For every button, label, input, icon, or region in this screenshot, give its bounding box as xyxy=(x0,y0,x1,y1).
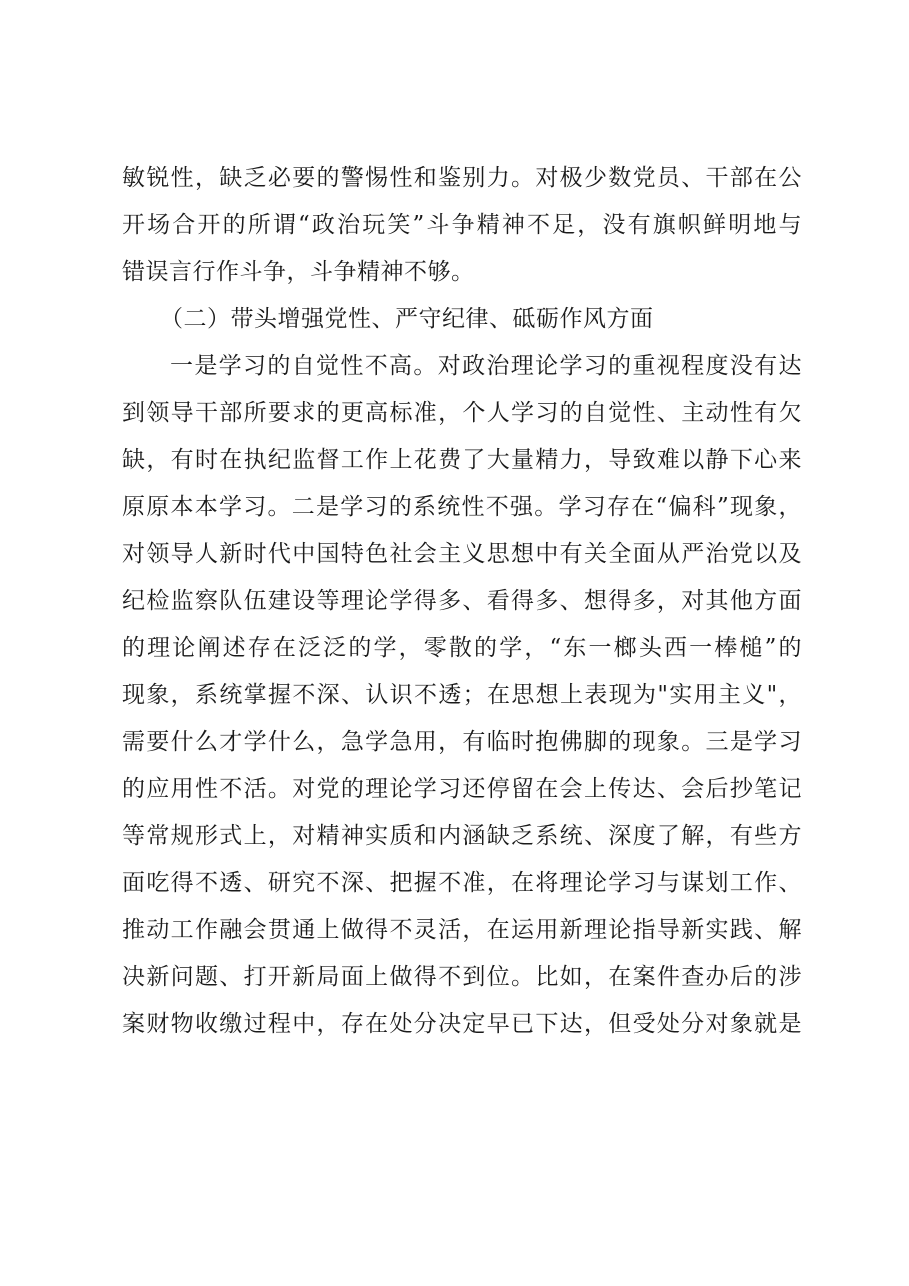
text-line: 的应用性不活。对党的理论学习还停留在会上传达、会后抄笔记 xyxy=(122,776,802,802)
text-line: 敏锐性，缺乏必要的警惕性和鉴别力。对极少数党员、干部在公 xyxy=(122,165,802,191)
text-line: 决新问题、打开新局面上做得不到位。比如，在案件查办后的涉 xyxy=(122,964,802,990)
text-line: 面吃得不透、研究不深、把握不准，在将理论学习与谋划工作、 xyxy=(122,870,802,896)
text-line: 错误言行作斗争，斗争精神不够。 xyxy=(122,259,475,285)
text-line: 一是学习的自觉性不高。对政治理论学习的重视程度没有达 xyxy=(170,353,802,379)
text-line: 推动工作融会贯通上做得不灵活，在运用新理论指导新实践、解 xyxy=(122,917,802,943)
text-line: 开场合开的所谓“政治玩笑”斗争精神不足，没有旗帜鲜明地与 xyxy=(122,212,802,238)
text-line: 原原本本学习。二是学习的系统性不强。学习存在“偏科”现象， xyxy=(122,494,802,520)
text-line: 的理论阐述存在泛泛的学，零散的学，“东一榔头西一棒槌”的 xyxy=(122,635,802,661)
text-line: 缺，有时在执纪监督工作上花费了大量精力，导致难以静下心来 xyxy=(122,447,802,473)
text-line: 对领导人新时代中国特色社会主义思想中有关全面从严治党以及 xyxy=(122,541,802,567)
text-line: 需要什么才学什么，急学急用，有临时抱佛脚的现象。三是学习 xyxy=(122,729,802,755)
text-line: 现象，系统掌握不深、认识不透；在思想上表现为"实用主义"， xyxy=(122,682,802,708)
text-line: 等常规形式上，对精神实质和内涵缺乏系统、深度了解，有些方 xyxy=(122,823,802,849)
text-line: 案财物收缴过程中，存在处分决定早已下达，但受处分对象就是 xyxy=(122,1011,802,1037)
text-line: 纪检监察队伍建设等理论学得多、看得多、想得多，对其他方面 xyxy=(122,588,802,614)
text-line: 到领导干部所要求的更高标准，个人学习的自觉性、主动性有欠 xyxy=(122,400,802,426)
section-heading: （二）带头增强党性、严守纪律、砥砺作风方面 xyxy=(160,306,654,332)
